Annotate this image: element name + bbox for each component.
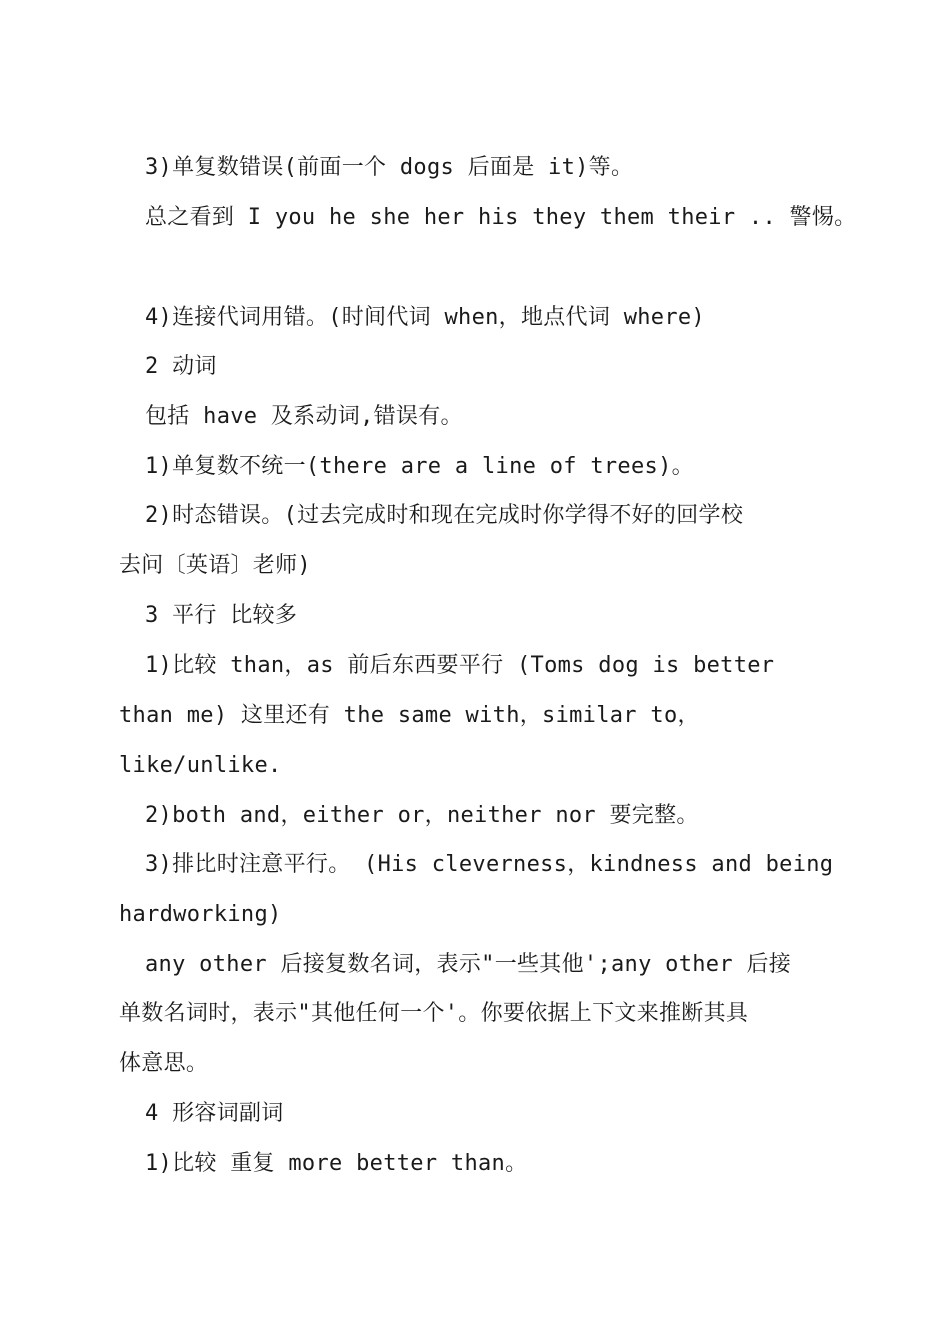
text-line: 3)单复数错误(前面一个 dogs 后面是 it)等。 — [145, 155, 634, 180]
text-line: 包括 have 及系动词,错误有。 — [145, 404, 463, 429]
text-line: 4)连接代词用错。(时间代词 when，地点代词 where) — [145, 305, 705, 330]
text-line: hardworking) — [119, 902, 282, 927]
text-line: 1)比较 重复 more better than。 — [145, 1151, 528, 1176]
text-line: 总之看到 I you he she her his they them their .. 警惕。 — [145, 205, 857, 230]
text-line: any other 后接复数名词，表示"一些其他';any other 后接 — [145, 952, 792, 977]
text-line: like/unlike. — [119, 753, 282, 778]
section-heading: 2 动词 — [145, 354, 217, 379]
text-line: than me) 这里还有 the same with，similar to， — [119, 703, 700, 728]
text-line: 1)单复数不统一(there are a line of trees)。 — [145, 454, 694, 479]
text-line: 去问〔英语〕老师) — [119, 553, 311, 578]
text-line: 1)比较 than，as 前后东西要平行 (Toms dog is better — [145, 653, 775, 678]
text-line: 2)both and，either or，neither nor 要完整。 — [145, 803, 699, 828]
text-line: 体意思。 — [119, 1051, 209, 1076]
section-heading: 4 形容词副词 — [145, 1101, 284, 1126]
text-line: 2)时态错误。(过去完成时和现在完成时你学得不好的回学校 — [145, 503, 744, 528]
section-heading: 3 平行 比较多 — [145, 603, 298, 628]
text-line: 单数名词时，表示"其他任何一个'。你要依据上下文来推断其具 — [119, 1001, 749, 1026]
text-line: 3)排比时注意平行。 (His cleverness，kindness and being — [145, 852, 834, 877]
